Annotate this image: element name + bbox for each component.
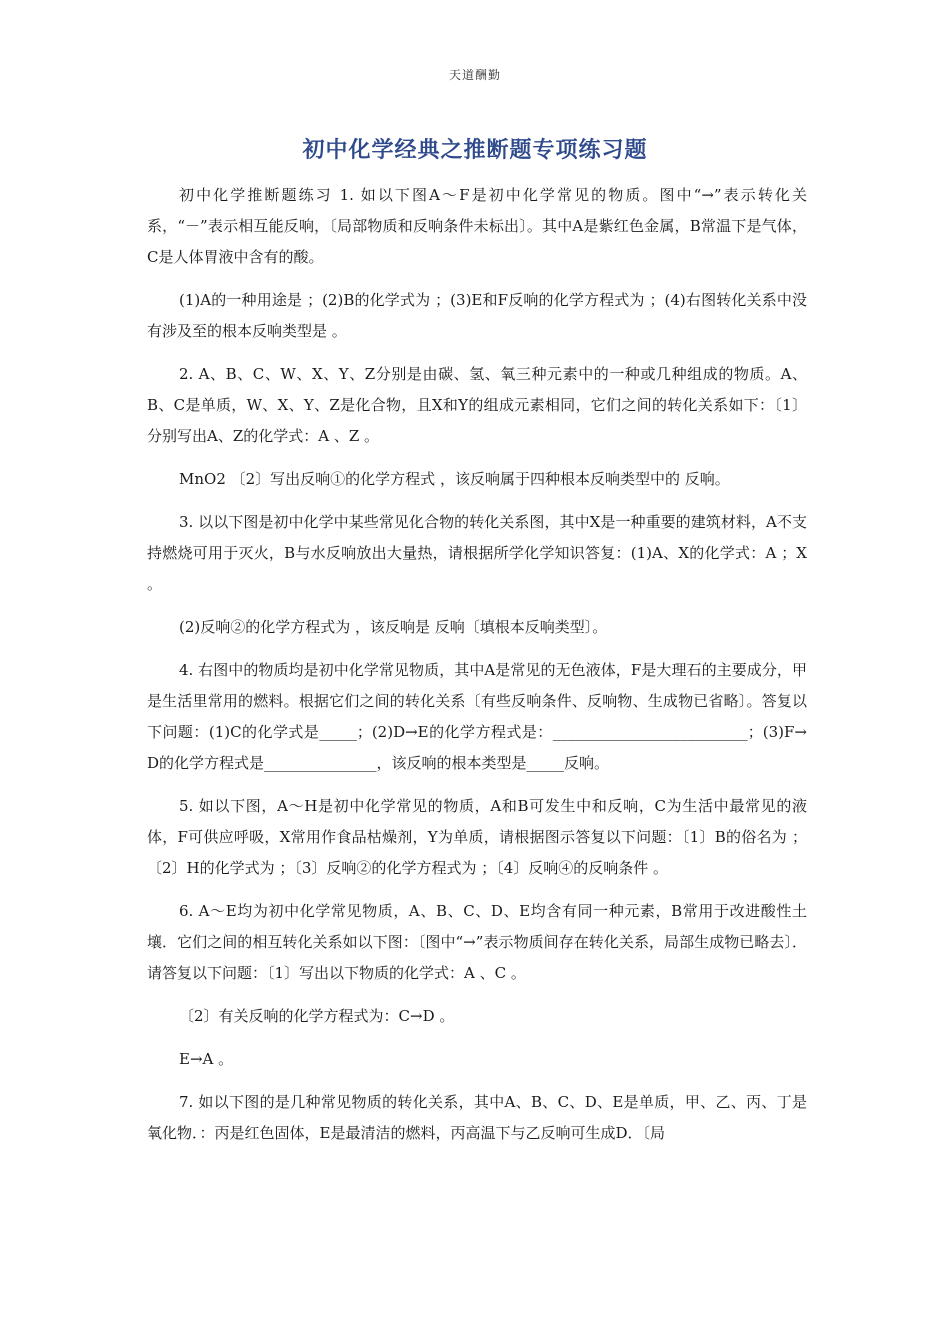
paragraph-q7-intro: 7. 如以下图的是几种常见物质的转化关系，其中A、B、C、D、E是单质，甲、乙、丙、丁是氧化物．：丙是红色固体，E是最清洁的燃料，丙高温下与乙反响可生成D．〔局	[147, 1093, 807, 1142]
paragraph-q1-questions: (1)A的一种用途是 ；(2)B的化学式为 ；(3)E和F反响的化学方程式为 ；(4)右图转化关系中没有涉及至的根本反响类型是 。	[147, 291, 807, 340]
paragraph-q2-intro: 2. A、B、C、W、X、Y、Z分别是由碳、氢、氧三种元素中的一种或几种组成的物质。A、B、C是单质，W、X、Y、Z是化合物，且X和Y的组成元素相同，它们之间的转化关系如下：〔1〕分别写出A、Z的化学式：A 、Z 。	[147, 365, 807, 445]
paragraph-q3-intro: 3. 以以下图是初中化学中某些常见化合物的转化关系图，其中X是一种重要的建筑材料，A不支持燃烧可用于灭火，B与水反响放出大量热，请根据所学化学知识答复：(1)A、X的化学式：A ；X 。	[147, 513, 807, 593]
paragraph-q1-intro: 初中化学推断题练习 1. 如以下图A～F是初中化学常见的物质。图中“→”表示转化关系，“－”表示相互能反响，〔局部物质和反响条件未标出〕。其中A是紫红色金属，B常温下是气体，C是人体胃液中含有的酸。	[147, 186, 807, 266]
page-header: 天道酬勤	[448, 68, 501, 82]
document-body	[147, 180, 807, 1161]
paragraph-q6-e-to-a: E→A 。	[179, 1050, 234, 1068]
paragraph-q6-c-to-d: 〔2〕有关反响的化学方程式为：C→D 。	[179, 1007, 455, 1025]
document-title: 初中化学经典之推断题专项练习题	[302, 137, 648, 163]
paragraph-q3-questions: (2)反响②的化学方程式为 ，该反响是 反响〔填根本反响类型〕。	[179, 618, 608, 636]
paragraph-q5: 5. 如以下图，A～H是初中化学常见的物质，A和B可发生中和反响，C为生活中最常见的液体，F可供应呼吸，X常用作食品枯燥剂，Y为单质，请根据图示答复以下问题：〔1〕B的俗名为 ；〔2〕H的化学式为 ；〔3〕反响②的化学方程式为 ；〔4〕反响④的反响条件 。	[147, 797, 807, 877]
paragraph-q2-questions: MnO2 〔2〕写出反响①的化学方程式 ，该反响属于四种根本反响类型中的 反响。	[179, 470, 730, 488]
paragraph-q6-intro: 6. A～E均为初中化学常见物质，A、B、C、D、E均含有同一种元素，B常用于改进酸性土壤．它们之间的相互转化关系如以下图：〔图中“→”表示物质间存在转化关系，局部生成物已略去〕．请答复以下问题：〔1〕写出以下物质的化学式：A 、C 。	[147, 902, 807, 982]
paragraph-q4: 4. 右图中的物质均是初中化学常见物质，其中A是常见的无色液体，F是大理石的主要成分，甲是生活里常用的燃料。根据它们之间的转化关系〔有些反响条件、反响物、生成物已省略〕。答复以下问题：(1)C的化学式是_____；(2)D→E的化学方程式是：__________________________；(3)F→D的化学方程式是_______________，该反响的根本类型是_____反响。	[147, 661, 807, 772]
